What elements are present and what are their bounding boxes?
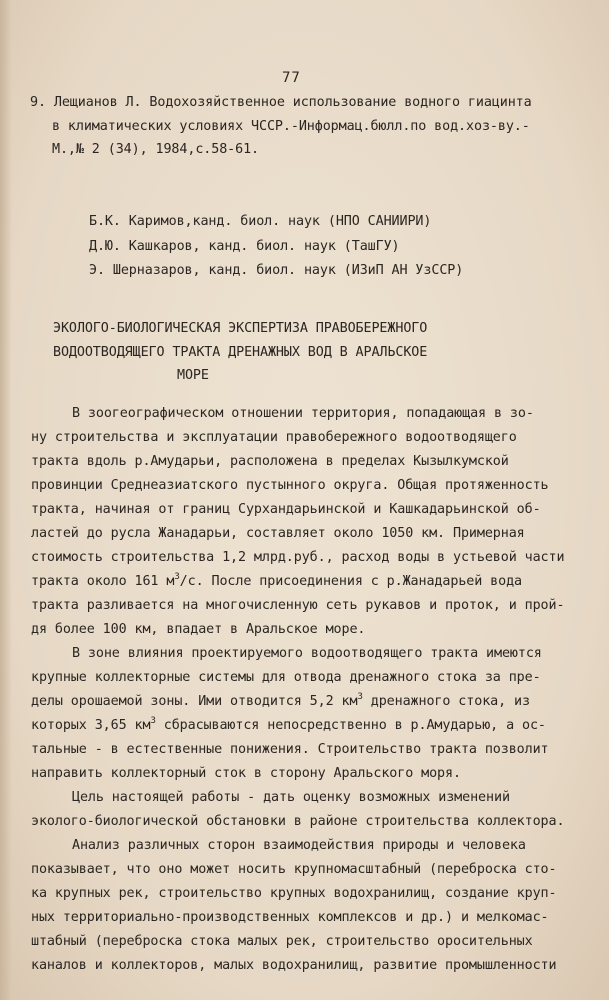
body-line-13-text-a: делы орошаемой зоны. Ими отводится 5,2 км: [31, 694, 358, 709]
body-line-8: [31, 574, 522, 589]
body-line-10: дя более 100 км, впадает в Аральское море.: [31, 622, 366, 637]
body-line-14-text-b: сбрасываются непосредственно в р.Амударью, а ос-: [155, 718, 546, 733]
body-line-19: Анализ различных сторон взаимодействия природы и человека: [72, 838, 526, 853]
body-line-14-text-a: которых 3,65 км: [31, 718, 151, 733]
reference-line-1: 9. Лещианов Л. Водохозяйственное использование водного гиацинта: [30, 95, 532, 110]
body-line-16: направить коллекторный сток в сторону Аральского моря.: [31, 766, 461, 781]
reference-line-3: М.,№ 2 (34), 1984,с.58-61.: [52, 142, 260, 157]
superscript-cubed: 3: [150, 716, 156, 726]
author-line-3: Э. Шерназаров, канд. биол. наук (ИЗиП АН УзССР): [89, 263, 464, 278]
body-line-22: ных территориально-производственных комплексов и др.) и мелкомас-: [31, 910, 549, 925]
body-line-12: крупные коллекторные системы для отвода дренажного стока за пре-: [31, 670, 541, 685]
page-number: 77: [282, 70, 301, 86]
body-line-13-text-b: дренажного стока, из: [362, 694, 530, 709]
body-line-3: тракта вдоль р.Амударьи, расположена в пределах Кызылкумской: [31, 454, 509, 469]
body-line-15: тальные - в естественные понижения. Строительство тракта позволит: [31, 742, 549, 757]
body-line-1: В зоогеографическом отношении территория, попадающая в зо-: [72, 406, 534, 421]
body-line-11: В зоне влияния проектируемого водоотводящего тракта имеются: [72, 646, 542, 661]
body-line-2: ну строительства и эксплуатации правобережного водоотводящего: [31, 430, 517, 445]
body-line-21: ка крупных рек, строительство крупных водохранилищ, создание круп-: [31, 886, 557, 901]
body-line-14: [31, 718, 546, 733]
author-line-2: Д.Ю. Кашкаров, канд. биол. наук (ТашГУ): [89, 239, 400, 254]
body-line-5: тракта, начиная от границ Сурхандарьинской и Кашкадарьинской об-: [31, 502, 541, 517]
body-line-8-text-b: /с. После присоединения с р.Жанадарьей вода: [179, 574, 523, 589]
superscript-cubed: 3: [357, 692, 363, 702]
body-line-8-text-a: тракта около 161 м: [31, 574, 175, 589]
body-line-13: [31, 694, 530, 709]
body-line-6: ластей до русла Жанадарьи, составляет около 1050 км. Примерная: [31, 526, 525, 541]
body-line-4: провинции Среднеазиатского пустынного округа. Общая протяженность: [31, 478, 549, 493]
body-line-7: стоимость строительства 1,2 млрд.руб., расход воды в устьевой части: [31, 550, 565, 565]
author-line-1: Б.К. Каримов,канд. биол. наук (НПО САНИИРИ): [89, 214, 432, 229]
body-line-20: показывает, что оно может носить крупномасштабный (переброска сто-: [31, 862, 557, 877]
body-line-17: Цель настоящей работы - дать оценку возможных изменений: [72, 790, 510, 805]
reference-line-2: в климатических условиях ЧССР.-Информац.бюлл.по вод.хоз-ву.-: [52, 119, 530, 134]
body-line-18: эколого-биологической обстановки в районе строительства коллектора.: [31, 814, 565, 829]
body-line-9: тракта разливается на многочисленную сеть рукавов и проток, и прой-: [31, 598, 565, 613]
article-title-line-3: МОРЕ: [177, 368, 209, 383]
article-title-line-2: ВОДООТВОДЯЩЕГО ТРАКТА ДРЕНАЖНЫХ ВОД В АРАЛЬСКОЕ: [53, 345, 428, 360]
article-title-line-1: ЭКОЛОГО-БИОЛОГИЧЕСКАЯ ЭКСПЕРТИЗА ПРАВОБЕРЕЖНОГО: [53, 321, 428, 336]
body-line-23: штабный (переброска стока малых рек, строительство оросительных: [31, 934, 533, 949]
superscript-cubed: 3: [174, 572, 180, 582]
body-line-24: каналов и коллекторов, малых водохранилищ, развитие промышленности: [31, 958, 557, 973]
